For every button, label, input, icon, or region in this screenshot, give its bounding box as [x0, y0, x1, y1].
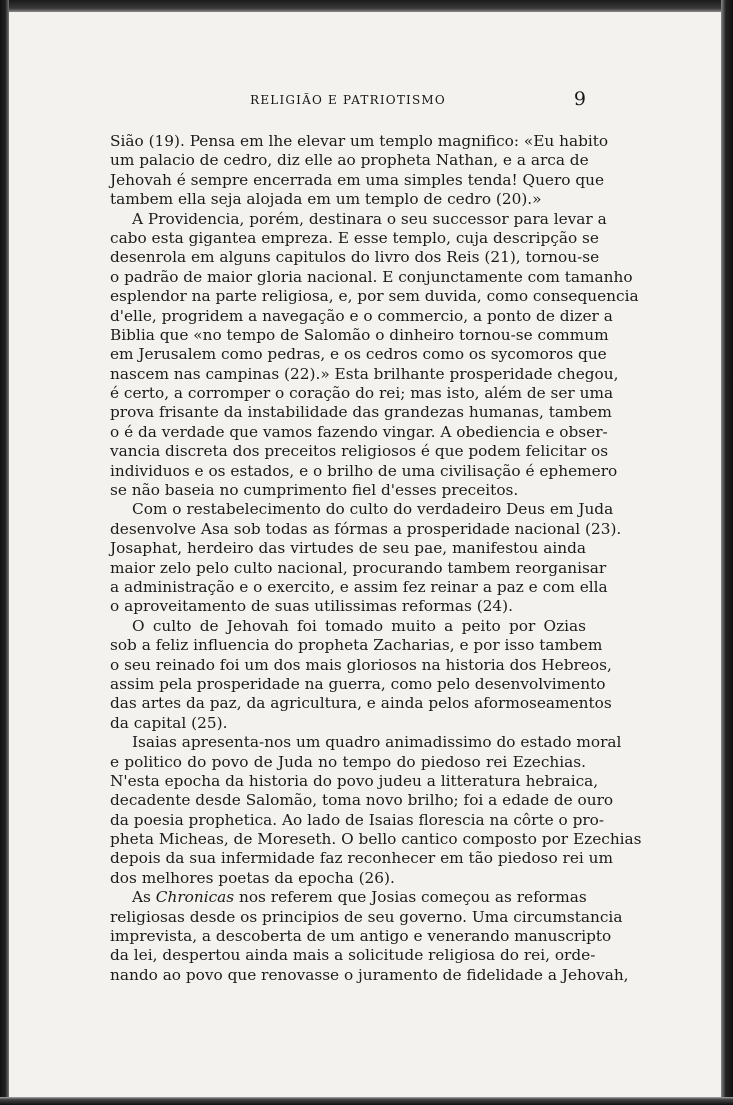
- text-line: pheta Micheas, de Moreseth. O bello cantico composto por Ezechias: [110, 830, 642, 849]
- text-line: individuos e os estados, e o brilho de uma civilisação é ephemero: [110, 461, 618, 480]
- text-line: desenvolve Asa sob todas as fórmas a prosperidade nacional (23).: [110, 519, 622, 538]
- text-line: Com o restabelecimento do culto do verdadeiro Deus em Juda: [132, 500, 614, 519]
- text-line: da capital (25).: [110, 713, 228, 732]
- text-line: vancia discreta dos preceitos religiosos é que podem felicitar os: [110, 442, 609, 461]
- text-line: um palacio de cedro, diz elle ao propheta Nathan, e a arca de: [110, 151, 589, 170]
- scan-border-right: [721, 0, 733, 1105]
- text-line: esplendor na parte religiosa, e, por sem duvida, como consequencia: [110, 287, 639, 306]
- text-line-prefix: As: [132, 888, 156, 907]
- text-line: da poesia prophetica. Ao lado de Isaias florescia na côrte o pro-: [110, 810, 605, 829]
- text-line: decadente desde Salomão, toma novo brilho; foi a edade de ouro: [110, 791, 614, 810]
- text-line-rest: nos referem que Josias começou as reformas: [239, 888, 587, 907]
- text-line: nascem nas campinas (22).» Esta brilhante prosperidade chegou,: [110, 364, 619, 383]
- text-line: imprevista, a descoberta de um antigo e venerando manuscripto: [110, 927, 612, 946]
- text-line: Josaphat, herdeiro das virtudes de seu pae, manifestou ainda: [110, 539, 586, 558]
- text-line: nando ao povo que renovasse o juramento de fidelidade a Jehovah,: [110, 965, 629, 984]
- text-line: maior zelo pelo culto nacional, procurando tambem reorganisar: [110, 558, 607, 577]
- text-line: religiosas desde os principios de seu governo. Uma circumstancia: [110, 907, 623, 926]
- text-line: cabo esta gigantea empreza. E esse templo, cuja descripção se: [110, 228, 599, 247]
- text-line: e politico do povo de Juda no tempo do piedoso rei Ezechias.: [110, 752, 586, 771]
- text-line: sob a feliz influencia do propheta Zacharias, e por isso tambem: [110, 636, 603, 655]
- text-line: Biblia que «no tempo de Salomão o dinheiro tornou-se commum: [110, 325, 609, 344]
- running-title: RELIGIÃO E PATRIOTISMO: [250, 93, 446, 107]
- text-line: d'elle, progridem a navegação e o commercio, a ponto de dizer a: [110, 306, 613, 325]
- text-line: o é da verdade que vamos fazendo vingar. A obediencia e obser-: [110, 422, 608, 441]
- text-line: dos melhores poetas da epocha (26).: [110, 868, 395, 887]
- text-line: tambem ella seja alojada em um templo de cedro (20).»: [110, 190, 542, 209]
- text-line: A Providencia, porém, destinara o seu successor para levar a: [132, 209, 607, 228]
- text-line: N'esta epocha da historia do povo judeu a litteratura hebraica,: [110, 771, 599, 790]
- scan-border-top: [0, 0, 733, 12]
- scan-border-left: [0, 0, 9, 1105]
- text-line: prova frisante da instabilidade das grandezas humanas, tambem: [110, 403, 612, 422]
- text-line: Sião (19). Pensa em lhe elevar um templo magnifico: «Eu habito: [110, 132, 609, 150]
- text-line: Jehovah é sempre encerrada em uma simples tenda! Quero que: [110, 170, 605, 189]
- text-line: das artes da paz, da agricultura, e ainda pelos aformoseamentos: [110, 694, 612, 713]
- italic-title: Chronicas: [155, 888, 235, 907]
- page-header: [110, 88, 586, 112]
- text-line: em Jerusalem como pedras, e os cedros como os sycomoros que: [110, 345, 607, 364]
- text-line: desenrola em alguns capitulos do livro dos Reis (21), tornou-se: [110, 248, 600, 267]
- scan-border-bottom: [0, 1097, 733, 1105]
- text-line: Isaias apresenta-nos um quadro animadissimo do estado moral: [132, 733, 622, 752]
- text-line: o seu reinado foi um dos mais gloriosos na historia dos Hebreos,: [110, 655, 612, 674]
- text-line: o padrão de maior gloria nacional. E conjunctamente com tamanho: [110, 267, 633, 286]
- text-line: o aproveitamento de suas utilissimas reformas (24).: [110, 597, 513, 616]
- body-text: [110, 132, 642, 985]
- text-line: [110, 888, 586, 907]
- text-line: da lei, despertou ainda mais a solicitude religiosa do rei, orde-: [110, 946, 596, 965]
- text-line: O culto de Jehovah foi tomado muito a peito por Ozias: [132, 616, 586, 635]
- text-line: se não baseia no cumprimento fiel d'esses preceitos.: [110, 481, 519, 500]
- text-line: é certo, a corromper o coração do rei; mas isto, além de ser uma: [110, 384, 614, 403]
- text-line: a administração e o exercito, e assim fez reinar a paz e com ella: [110, 577, 608, 596]
- text-line: depois da sua infermidade faz reconhecer em tão piedoso rei um: [110, 849, 613, 868]
- text-line: assim pela prosperidade na guerra, como pelo desenvolvimento: [110, 674, 606, 693]
- page-number: 9: [573, 88, 586, 110]
